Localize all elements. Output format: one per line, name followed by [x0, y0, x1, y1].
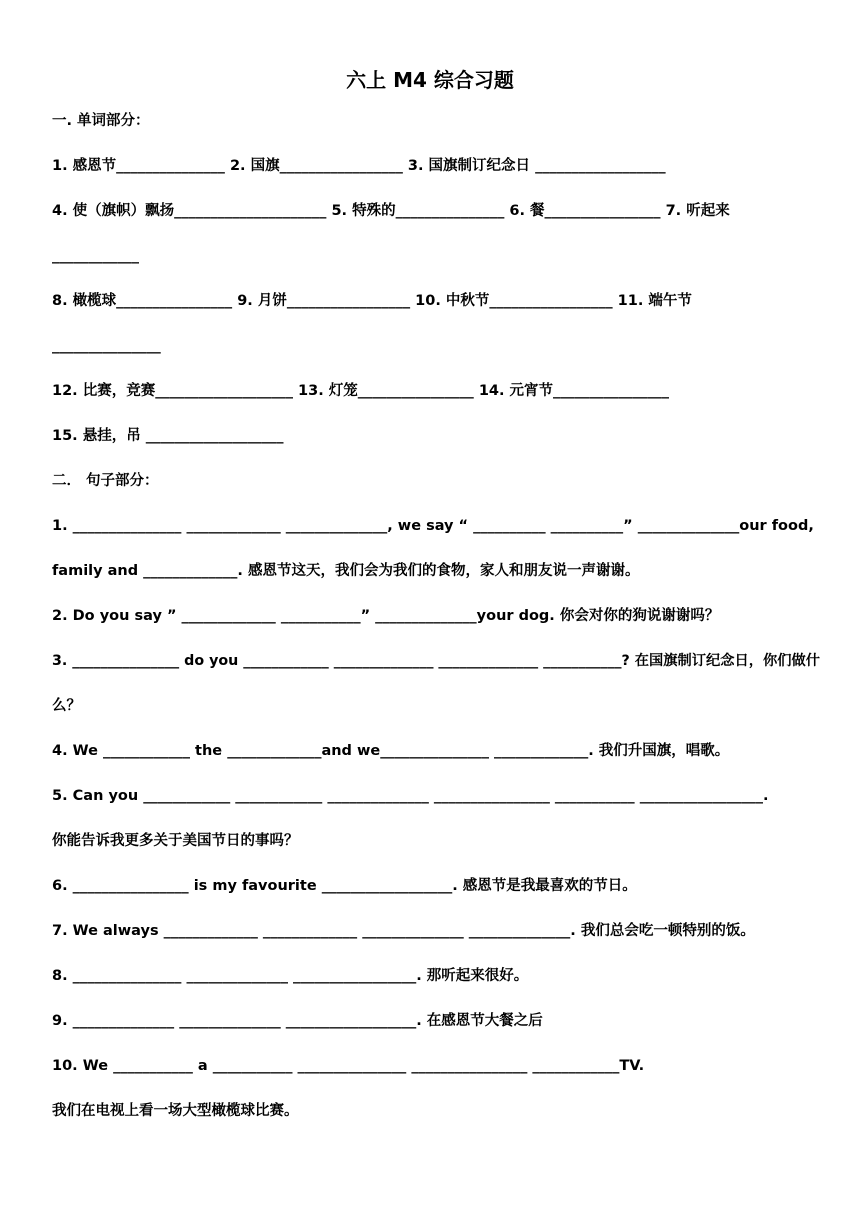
sentence-line: 5. Can you ____________ ____________ ______________ ________________ ___________ _________________. — [52, 788, 769, 804]
vocab-line: ____________ — [52, 248, 139, 264]
vocab-line: 12. 比赛，竞赛___________________ 13. 灯笼________________ 14. 元宵节________________ — [52, 383, 670, 399]
sentence-line: 你能告诉我更多关于美国节日的事吗？ — [52, 833, 299, 849]
sentence-line: 7. We always _____________ _____________ ______________ ______________. 我们总会吃一顿特别的饭。 — [52, 923, 755, 939]
sentence-line: 2. Do you say ” _____________ ___________” ______________your dog. 你会对你的狗说谢谢吗？ — [52, 608, 720, 624]
sentence-line: 6. ________________ is my favourite __________________. 感恩节是我最喜欢的节日。 — [52, 878, 637, 894]
sentence-line: 10. We ___________ a ___________ _______________ ________________ ____________TV. — [52, 1058, 645, 1074]
vocab-line: 15. 悬挂，吊 ___________________ — [52, 428, 284, 444]
sentence-line: 4. We ____________ the _____________and we_______________ _____________. 我们升国旗，唱歌。 — [52, 743, 730, 759]
sentence-line: 1. _______________ _____________ ______________, we say “ __________ __________” ______________our food, — [52, 518, 814, 534]
vocab-line: _______________ — [52, 338, 161, 354]
sentence-line: 么？ — [52, 698, 81, 714]
sentence-line: 我们在电视上看一场大型橄榄球比赛。 — [52, 1103, 299, 1119]
section-heading-vocabulary: 一. 单词部分： — [52, 113, 150, 129]
vocab-line: 1. 感恩节_______________ 2. 国旗_________________ 3. 国旗制订纪念日 __________________ — [52, 158, 666, 174]
sentence-line: 3. _______________ do you ____________ ______________ ______________ ___________? 在国旗制订纪念日，你们做什 — [52, 653, 820, 669]
sentence-line: family and _____________. 感恩节这天，我们会为我们的食物，家人和朋友说一声谢谢。 — [52, 563, 640, 579]
vocab-line: 8. 橄榄球________________ 9. 月饼_________________ 10. 中秋节_________________ 11. 端午节 — [52, 293, 692, 309]
sentence-line: 8. _______________ ______________ _________________. 那听起来很好。 — [52, 968, 529, 984]
page-title: 六上 M4 综合习题 — [346, 68, 514, 92]
section-heading-sentences: 二． 句子部分： — [52, 473, 159, 489]
sentence-line: 9. ______________ ______________ __________________. 在感恩节大餐之后 — [52, 1013, 543, 1029]
vocab-line: 4. 使（旗帜）飘扬_____________________ 5. 特殊的_______________ 6. 餐________________ 7. 听起来 — [52, 203, 730, 219]
